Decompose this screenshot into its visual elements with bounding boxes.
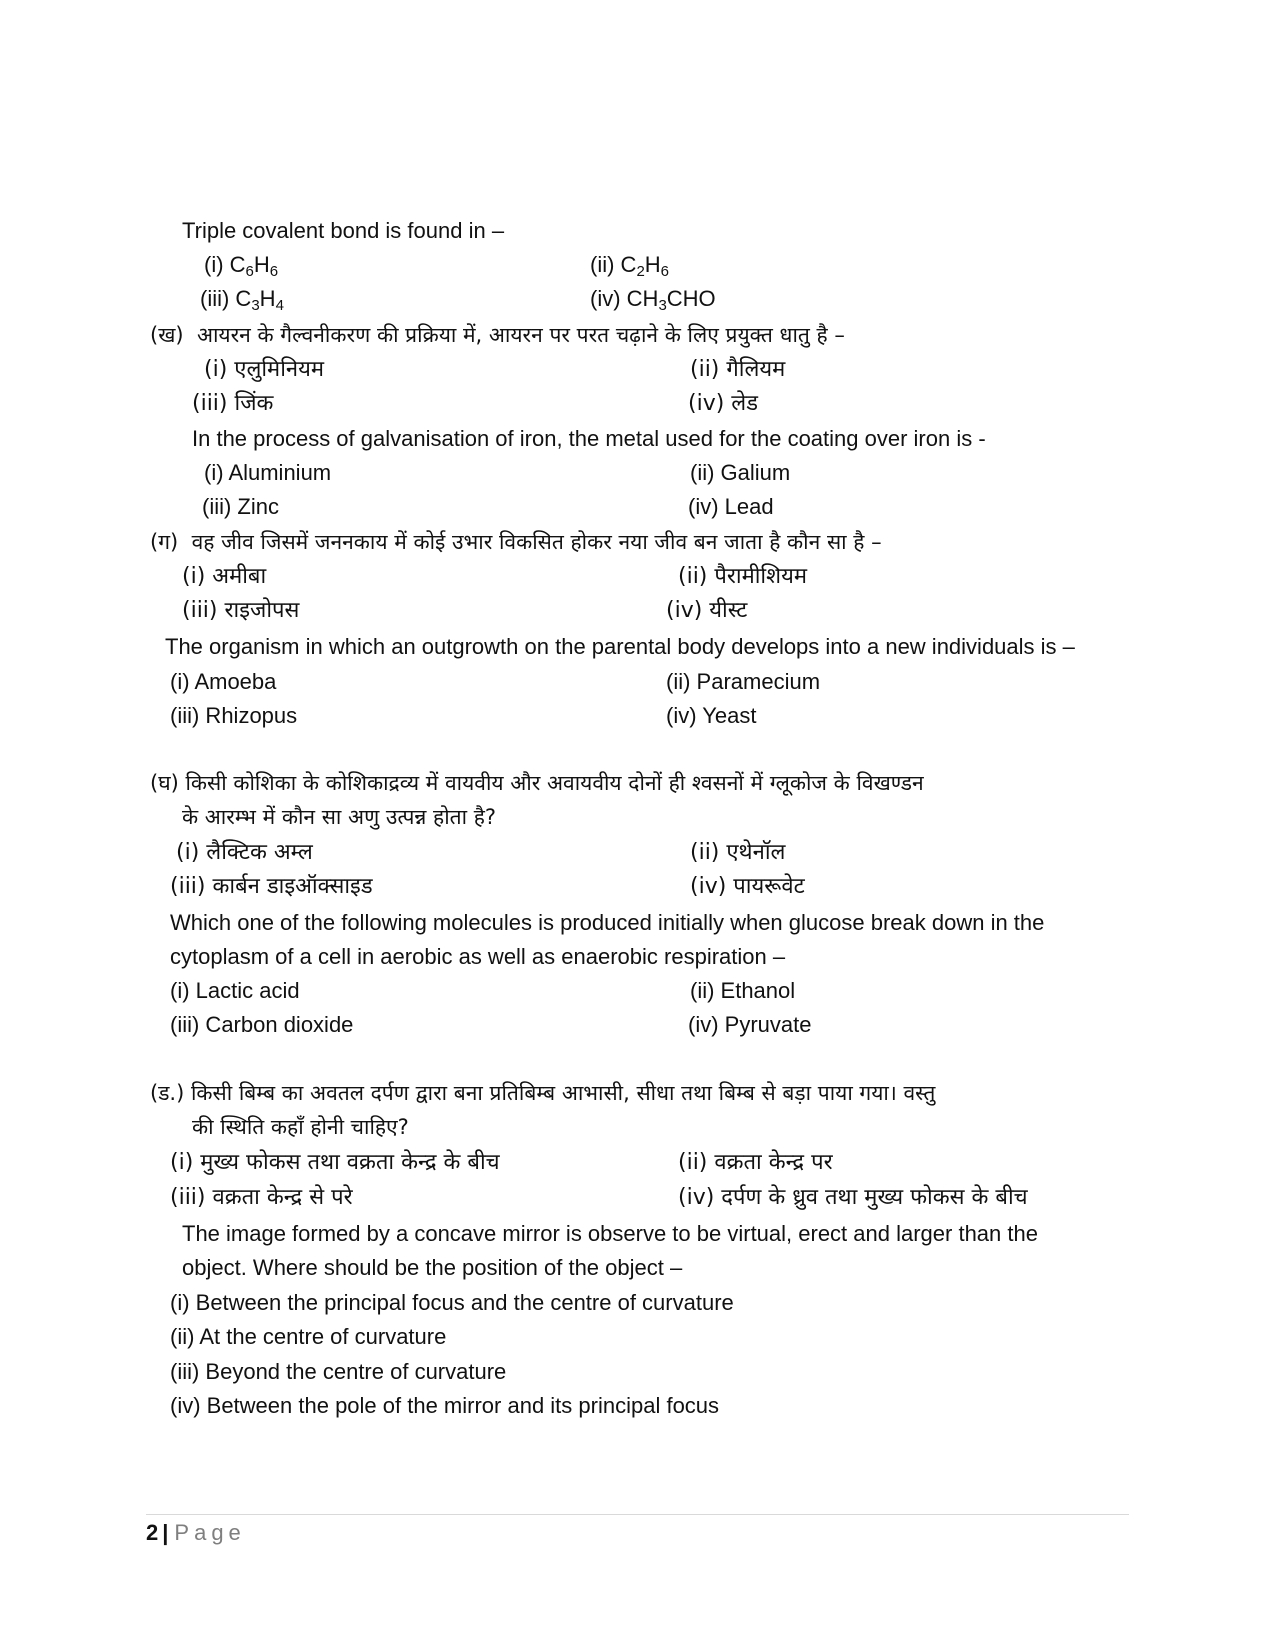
q-nga-question-en-line2: object. Where should be the position of the object –	[182, 1255, 683, 1280]
q-kha-label: (ख)	[150, 323, 184, 347]
q-ga-option-hi-4: (iv) यीस्ट	[666, 598, 748, 623]
q-ga-option-hi-2: (ii) पैरामीशियम	[678, 564, 808, 589]
q-nga-question-hi-line1: (ड.) किसी बिम्ब का अवतल दर्पण द्वारा बना प्रतिबिम्ब आभासी, सीधा तथा बिम्ब से बड़ा पाया गया। वस्तु	[150, 1081, 936, 1105]
q-gha-label: (घ)	[150, 771, 179, 795]
q-kha-option-hi-1: (i) एलुमिनियम	[204, 357, 325, 382]
q-ga-option-en-4: (iv) Yeast	[666, 703, 757, 728]
q-gha-option-hi-3: (iii) कार्बन डाइऑक्साइड	[170, 874, 373, 899]
q-kha-option-hi-3: (iii) जिंक	[192, 391, 274, 416]
q-ga-option-hi-3: (iii) राइजोपस	[182, 598, 300, 623]
q-ga-option-en-3: (iii) Rhizopus	[170, 703, 298, 728]
q-kha-option-en-3: (iii) Zinc	[202, 494, 279, 519]
q-nga-option-en-4: (iv) Between the pole of the mirror and its principal focus	[170, 1393, 720, 1418]
q-kha-option-hi-2: (ii) गैलियम	[690, 357, 786, 382]
q-kha-option-hi-4: (iv) लेड	[688, 391, 758, 416]
q-nga-label: (ड.)	[150, 1081, 185, 1105]
q-ka-option-2: (ii) $C_2H_6$	[590, 252, 670, 280]
q-nga-option-en-1: (i) Between the principal focus and the centre of curvature	[170, 1290, 734, 1315]
q-gha-question-en-line2: cytoplasm of a cell in aerobic as well as enaerobic respiration –	[170, 944, 786, 969]
q-gha-option-en-4: (iv) Pyruvate	[688, 1012, 812, 1037]
q-ka-option-1: (i) $C_6H_6$	[204, 252, 279, 280]
q-gha-option-en-1: (i) Lactic acid	[170, 978, 300, 1003]
q-ka-option-4: (iv) $CH_3CHO$	[590, 286, 716, 314]
q-nga-question-en-line1: The image formed by a concave mirror is observe to be virtual, erect and larger than the	[182, 1221, 1038, 1246]
q-gha-option-en-2: (ii) Ethanol	[690, 978, 796, 1003]
q-ga-option-hi-1: (i) अमीबा	[182, 564, 267, 589]
q-kha-option-en-1: (i) Aluminium	[204, 460, 332, 485]
q-nga-option-hi-2: (ii) वक्रता केन्द्र पर	[678, 1150, 833, 1175]
page-label: Page	[174, 1520, 246, 1545]
q-gha-option-en-3: (iii) Carbon dioxide	[170, 1012, 354, 1037]
q-nga-question-hi-line2: की स्थिति कहाँ होनी चाहिए?	[192, 1115, 409, 1139]
page-footer	[146, 1518, 246, 1548]
q-gha-option-hi-4: (iv) पायरूवेट	[690, 874, 805, 899]
q-ga-label: (ग)	[150, 530, 179, 554]
q-gha-question-en-line1: Which one of the following molecules is produced initially when glucose break down in the	[170, 910, 1045, 935]
page-number: 2	[146, 1520, 159, 1545]
q-ga-option-en-2: (ii) Paramecium	[666, 669, 821, 694]
q-gha-question-hi-line1: (घ) किसी कोशिका के कोशिकाद्रव्य में वायवीय और अवायवीय दोनों ही श्वसनों में ग्लूकोज के विखण्डन	[150, 771, 924, 795]
q-ka-option-3: (iii) $C_3H_4$	[200, 286, 284, 314]
q-gha-question-hi-line2: के आरम्भ में कौन सा अणु उत्पन्न होता है?	[182, 805, 497, 829]
q-nga-option-hi-1: (i) मुख्य फोकस तथा वक्रता केन्द्र के बीच	[170, 1150, 500, 1175]
q-gha-option-hi-1: (i) लैक्टिक अम्ल	[176, 840, 313, 865]
q-nga-option-hi-3: (iii) वक्रता केन्द्र से परे	[170, 1185, 353, 1210]
q-ga-question-en: The organism in which an outgrowth on the parental body develops into a new individuals is –	[165, 634, 1075, 659]
q-ga-option-en-1: (i) Amoeba	[170, 669, 277, 694]
q-kha-option-en-2: (ii) Galium	[690, 460, 791, 485]
q-kha-question-en: In the process of galvanisation of iron, the metal used for the coating over iron is -	[192, 426, 986, 451]
q-ka-question-en: Triple covalent bond is found in –	[182, 218, 505, 243]
q-ga-question-hi: (ग) वह जीव जिसमें जननकाय में कोई उभार विकसित होकर नया जीव बन जाता है कौन सा है –	[150, 530, 882, 554]
q-nga-option-en-3: (iii) Beyond the centre of curvature	[170, 1359, 507, 1384]
q-gha-option-hi-2: (ii) एथेनॉल	[690, 840, 786, 865]
footer-separator: |	[162, 1520, 169, 1545]
q-nga-option-hi-4: (iv) दर्पण के ध्रुव तथा मुख्य फोकस के बीच	[678, 1185, 1028, 1210]
q-kha-question-hi: (ख) आयरन के गैल्वनीकरण की प्रक्रिया में, आयरन पर परत चढ़ाने के लिए प्रयुक्त धातु है –	[150, 323, 845, 347]
q-kha-option-en-4: (iv) Lead	[688, 494, 774, 519]
q-nga-option-en-2: (ii) At the centre of curvature	[170, 1324, 447, 1349]
footer-divider	[146, 1514, 1129, 1515]
